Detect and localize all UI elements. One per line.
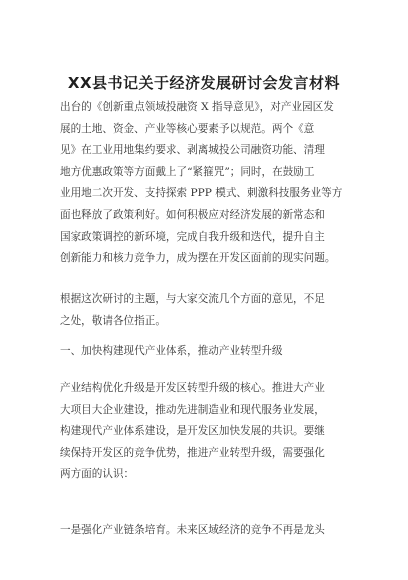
paragraph-line: 根据这次研讨的主题，与大家交流几个方面的意见，不足 bbox=[60, 293, 325, 305]
paragraph-1 bbox=[60, 97, 350, 270]
paragraph-line: 业用地二次开发、支持探索 PPP 模式、刺激科技服务业等方 bbox=[60, 187, 343, 200]
paragraph-line: 续保持开发区的竞争优势，推进产业转型升级，需要强化 bbox=[60, 446, 325, 459]
paragraph-line: 地方优惠政策等方面戴上了“紧箍咒”；同时，在鼓励工 bbox=[60, 165, 315, 178]
paragraph-3 bbox=[60, 378, 350, 486]
paragraph-line: 大项目大企业建设，推动先进制造业和现代服务业发展， bbox=[60, 403, 325, 416]
paragraph-line: 面也释放了政策利好。如何积极应对经济发展的新常态和 bbox=[60, 208, 325, 221]
paragraph-line: 展的土地、资金、产业等核心要素予以规范。两个《意 bbox=[60, 122, 315, 135]
paragraph-line: 出台的《创新重点领域投融资 X 指导意见》，对产业园区发 bbox=[60, 101, 334, 113]
paragraph-4 bbox=[60, 520, 350, 542]
paragraph-line: 见》在工业用地集约要求、剥离城投公司融资功能、清理 bbox=[60, 144, 325, 157]
paragraph-line: 一是强化产业链条培育。未来区域经济的竞争不再是龙头 bbox=[60, 524, 325, 536]
paragraph-line: 国家政策调控的新环境，完成自我升级和迭代，提升自主 bbox=[60, 230, 325, 243]
section-1-heading: 一、加快构建现代产业体系，推动产业转型升级 bbox=[60, 345, 283, 357]
paragraph-line: 两方面的认识： bbox=[60, 468, 135, 481]
document-title: XX县书记关于经济发展研讨会发言材料 bbox=[67, 74, 341, 92]
paragraph-line: 创新能力和核力竞争力，成为摆在开发区面前的现实问题。 bbox=[60, 252, 336, 265]
paragraph-line: 构建现代产业体系建设，是开发区加快发展的共识。要继 bbox=[60, 425, 325, 438]
paragraph-line: 之处，敬请各位指正。 bbox=[60, 314, 166, 327]
paragraph-line: 产业结构优化升级是开发区转型升级的核心。推进大产业 bbox=[60, 382, 325, 394]
paragraph-2 bbox=[60, 289, 350, 332]
